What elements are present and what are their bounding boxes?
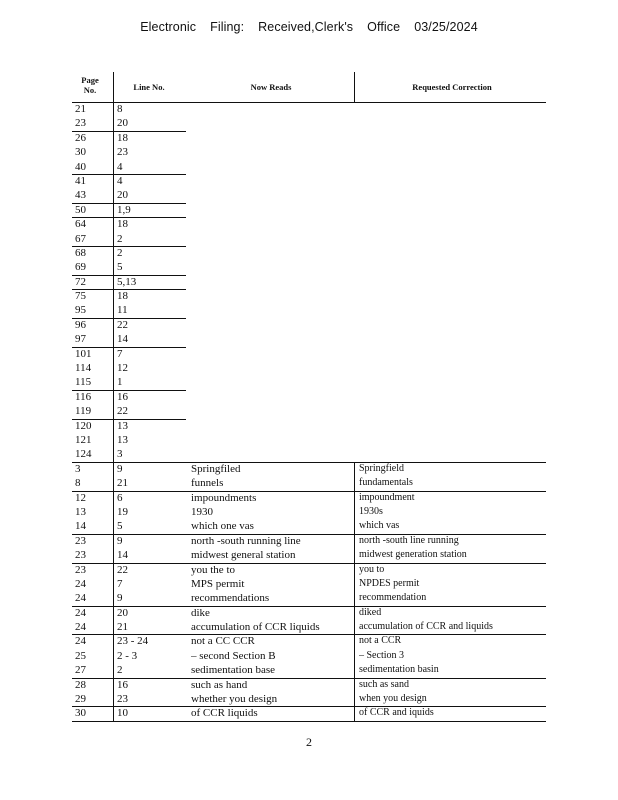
filing-header bbox=[0, 20, 618, 34]
page-cell: 69 bbox=[75, 261, 86, 274]
now-reads-cell: you the to bbox=[191, 563, 235, 576]
line-cell: 5,13 bbox=[117, 275, 137, 288]
requested-correction-cell: 1930s bbox=[359, 505, 383, 517]
line-cell: 23 - 24 bbox=[117, 635, 149, 648]
page-cell: 24 bbox=[75, 635, 86, 648]
line-cell: 7 bbox=[117, 577, 123, 590]
table-row bbox=[72, 347, 546, 361]
requested-correction-cell: north -south line running bbox=[359, 534, 459, 546]
line-cell: 16 bbox=[117, 678, 128, 691]
table-row bbox=[72, 534, 546, 548]
line-cell: 13 bbox=[117, 433, 128, 446]
line-cell: 22 bbox=[117, 318, 128, 331]
line-cell: 2 - 3 bbox=[117, 649, 138, 662]
table-row bbox=[72, 361, 546, 375]
page-cell: 75 bbox=[75, 290, 86, 303]
line-cell: 20 bbox=[117, 606, 128, 619]
table-row bbox=[72, 563, 546, 577]
requested-correction-cell: accumulation of CCR and liquids bbox=[359, 621, 493, 633]
line-cell: 13 bbox=[117, 419, 128, 432]
table-row bbox=[72, 116, 546, 130]
line-cell: 9 bbox=[117, 534, 123, 547]
page-cell: 3 bbox=[75, 462, 81, 475]
table-row bbox=[72, 419, 546, 433]
table-row bbox=[72, 145, 546, 159]
now-reads-cell: north -south running line bbox=[191, 534, 301, 547]
page-cell: 24 bbox=[75, 621, 86, 634]
page-cell: 115 bbox=[75, 376, 92, 389]
line-cell: 14 bbox=[117, 333, 128, 346]
table-row bbox=[72, 634, 546, 648]
table-row bbox=[72, 706, 546, 720]
line-cell: 18 bbox=[117, 290, 128, 303]
line-cell: 2 bbox=[117, 246, 123, 259]
line-cell: 18 bbox=[117, 131, 128, 144]
requested-correction-cell: fundamentals bbox=[359, 477, 413, 489]
page-cell: 124 bbox=[75, 448, 92, 461]
page-cell: 24 bbox=[75, 606, 86, 619]
page-cell: 43 bbox=[75, 189, 86, 202]
line-cell: 9 bbox=[117, 462, 123, 475]
header-page-no-label: No. bbox=[83, 85, 97, 95]
line-cell: 12 bbox=[117, 362, 128, 375]
table-row bbox=[72, 246, 546, 260]
header-part: Office bbox=[367, 20, 401, 34]
table-row bbox=[72, 678, 546, 692]
requested-correction-cell: which vas bbox=[359, 520, 400, 532]
requested-correction-cell: Springfield bbox=[359, 462, 404, 474]
now-reads-cell: MPS permit bbox=[191, 577, 245, 590]
page-cell: 30 bbox=[75, 146, 86, 159]
page-cell: 41 bbox=[75, 174, 86, 187]
table-row bbox=[72, 447, 546, 461]
page-cell: 40 bbox=[75, 160, 86, 173]
line-cell: 1,9 bbox=[117, 203, 131, 216]
page-cell: 97 bbox=[75, 333, 86, 346]
table-row bbox=[72, 620, 546, 634]
table-row bbox=[72, 375, 546, 389]
table-row bbox=[72, 404, 546, 418]
line-cell: 6 bbox=[117, 491, 123, 504]
line-cell: 4 bbox=[117, 174, 123, 187]
table-row bbox=[72, 519, 546, 533]
column-divider-page-line bbox=[113, 72, 114, 721]
requested-correction-cell: of CCR and iquids bbox=[359, 707, 434, 719]
page-cell: 23 bbox=[75, 563, 86, 576]
page-cell: 30 bbox=[75, 707, 86, 720]
table-row bbox=[72, 188, 546, 202]
requested-correction-cell: impoundment bbox=[359, 491, 415, 503]
page-cell: 95 bbox=[75, 304, 86, 317]
requested-correction-cell: recommendation bbox=[359, 592, 427, 604]
table-row bbox=[72, 577, 546, 591]
page-cell: 26 bbox=[75, 131, 86, 144]
line-cell: 3 bbox=[117, 448, 123, 461]
table-row bbox=[72, 318, 546, 332]
line-cell: 11 bbox=[117, 304, 128, 317]
line-cell: 16 bbox=[117, 390, 128, 403]
table-row bbox=[72, 491, 546, 505]
table-row bbox=[72, 332, 546, 346]
header-requested-correction: Requested Correction bbox=[412, 82, 492, 92]
now-reads-cell: sedimentation base bbox=[191, 664, 276, 677]
line-cell: 23 bbox=[117, 146, 128, 159]
line-cell: 14 bbox=[117, 549, 128, 562]
now-reads-cell: funnels bbox=[191, 477, 224, 490]
line-cell: 10 bbox=[117, 707, 128, 720]
page-cell: 8 bbox=[75, 477, 81, 490]
page-cell: 27 bbox=[75, 664, 86, 677]
line-cell: 22 bbox=[117, 563, 128, 576]
now-reads-cell: not a CC CCR bbox=[191, 635, 255, 648]
page-cell: 114 bbox=[75, 362, 92, 375]
table-row bbox=[72, 548, 546, 562]
now-reads-cell: Springfiled bbox=[191, 462, 241, 475]
now-reads-cell: recommendations bbox=[191, 592, 270, 605]
page-cell: 29 bbox=[75, 693, 86, 706]
table-row bbox=[72, 692, 546, 706]
page-cell: 116 bbox=[75, 390, 92, 403]
line-cell: 23 bbox=[117, 693, 128, 706]
requested-correction-cell: such as sand bbox=[359, 678, 409, 690]
requested-correction-cell: you to bbox=[359, 563, 385, 575]
page-cell: 72 bbox=[75, 275, 86, 288]
line-cell: 7 bbox=[117, 347, 123, 360]
line-cell: 4 bbox=[117, 160, 123, 173]
page-cell: 67 bbox=[75, 232, 86, 245]
table-row bbox=[72, 476, 546, 490]
header-part: Electronic bbox=[140, 20, 197, 34]
now-reads-cell: midwest general station bbox=[191, 549, 296, 562]
page-cell: 28 bbox=[75, 678, 86, 691]
header-bottom-rule bbox=[72, 102, 546, 103]
header-now-reads: Now Reads bbox=[250, 82, 292, 92]
column-divider-now-reads bbox=[354, 462, 355, 721]
page-cell: 101 bbox=[75, 347, 92, 360]
header-line-no: Line No. bbox=[133, 82, 165, 92]
line-cell: 19 bbox=[117, 505, 128, 518]
page-cell: 119 bbox=[75, 405, 92, 418]
line-cell: 9 bbox=[117, 592, 123, 605]
line-cell: 20 bbox=[117, 117, 128, 130]
now-reads-cell: of CCR liquids bbox=[191, 707, 258, 720]
page-cell: 23 bbox=[75, 534, 86, 547]
now-reads-cell: 1930 bbox=[191, 505, 213, 518]
column-divider-now-reads-header bbox=[354, 72, 355, 102]
table-row bbox=[72, 131, 546, 145]
line-cell: 18 bbox=[117, 218, 128, 231]
table-row bbox=[72, 303, 546, 317]
page-cell: 14 bbox=[75, 520, 86, 533]
page-cell: 23 bbox=[75, 549, 86, 562]
page-cell: 121 bbox=[75, 433, 92, 446]
line-cell: 22 bbox=[117, 405, 128, 418]
table-row bbox=[72, 649, 546, 663]
header-part: Filing: bbox=[210, 20, 245, 34]
requested-correction-cell: when you design bbox=[359, 693, 427, 705]
now-reads-cell: – second Section B bbox=[191, 649, 276, 662]
line-cell: 1 bbox=[117, 376, 123, 389]
header-page-label: Page bbox=[81, 75, 99, 85]
table-row bbox=[72, 591, 546, 605]
requested-correction-cell: – Section 3 bbox=[359, 649, 404, 661]
now-reads-cell: accumulation of CCR liquids bbox=[191, 621, 320, 634]
header-part: Received,Clerk's bbox=[258, 20, 354, 34]
table-row bbox=[72, 289, 546, 303]
requested-correction-cell: sedimentation basin bbox=[359, 664, 439, 676]
page-cell: 25 bbox=[75, 649, 86, 662]
table-row bbox=[72, 203, 546, 217]
table-header-row bbox=[72, 72, 546, 102]
now-reads-cell: impoundments bbox=[191, 491, 257, 504]
header-part: 03/25/2024 bbox=[414, 20, 478, 34]
page-cell: 24 bbox=[75, 577, 86, 590]
table-row bbox=[72, 390, 546, 404]
table-row bbox=[72, 606, 546, 620]
header-page-no bbox=[72, 75, 108, 95]
page-cell: 24 bbox=[75, 592, 86, 605]
page-cell: 68 bbox=[75, 246, 86, 259]
now-reads-cell: whether you design bbox=[191, 693, 278, 706]
table-row bbox=[72, 232, 546, 246]
table-row bbox=[72, 174, 546, 188]
page-cell: 23 bbox=[75, 117, 86, 130]
table-row bbox=[72, 275, 546, 289]
requested-correction-cell: NPDES permit bbox=[359, 577, 420, 589]
requested-correction-cell: diked bbox=[359, 606, 382, 618]
table-row bbox=[72, 433, 546, 447]
page-cell: 13 bbox=[75, 505, 86, 518]
page-cell: 21 bbox=[75, 103, 86, 115]
line-cell: 20 bbox=[117, 189, 128, 202]
now-reads-cell: which one vas bbox=[191, 520, 254, 533]
line-cell: 8 bbox=[117, 103, 123, 115]
requested-correction-cell: midwest generation station bbox=[359, 549, 467, 561]
line-cell: 5 bbox=[117, 261, 123, 274]
table-row bbox=[72, 663, 546, 677]
line-cell: 21 bbox=[117, 621, 128, 634]
table-row bbox=[72, 505, 546, 519]
requested-correction-cell: not a CCR bbox=[359, 635, 402, 647]
line-cell: 2 bbox=[117, 664, 123, 677]
page-number: 2 bbox=[306, 735, 312, 749]
table-row bbox=[72, 260, 546, 274]
page-cell: 50 bbox=[75, 203, 86, 216]
line-cell: 21 bbox=[117, 477, 128, 490]
line-cell: 2 bbox=[117, 232, 123, 245]
table-bottom-rule bbox=[72, 721, 546, 722]
now-reads-cell: dike bbox=[191, 606, 210, 619]
table-body bbox=[72, 102, 546, 721]
table-row bbox=[72, 462, 546, 476]
line-cell: 5 bbox=[117, 520, 123, 533]
table-row bbox=[72, 217, 546, 231]
page-cell: 96 bbox=[75, 318, 86, 331]
table-row bbox=[72, 102, 546, 116]
page-cell: 12 bbox=[75, 491, 86, 504]
page-cell: 120 bbox=[75, 419, 92, 432]
table-row bbox=[72, 160, 546, 174]
page-cell: 64 bbox=[75, 218, 86, 231]
errata-table bbox=[72, 72, 546, 721]
now-reads-cell: such as hand bbox=[191, 678, 248, 691]
